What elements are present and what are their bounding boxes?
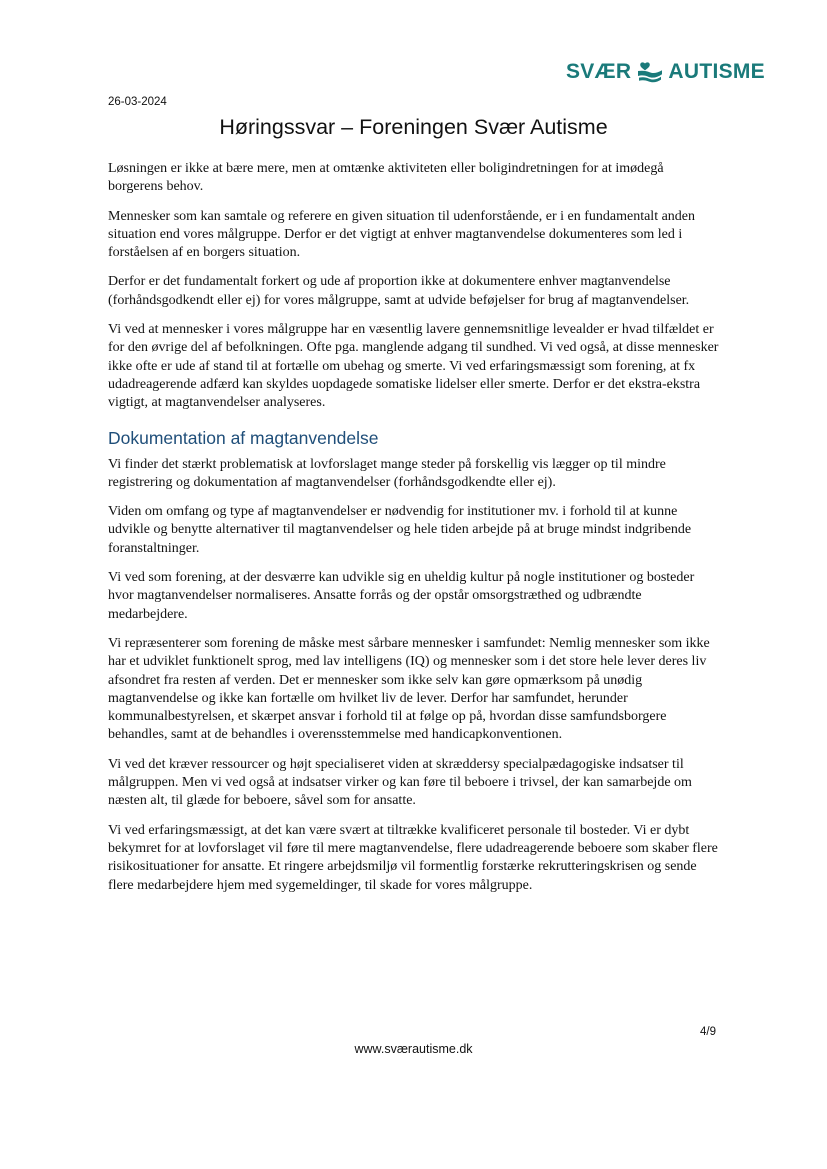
paragraph: Vi ved at mennesker i vores målgruppe har en væsentlig lavere gennemsnitlige levealder er hvad tilfældet er for den øvrige del af befolkningen. Ofte pga. manglende adgang til sundhed. Vi ved også, at disse mennesker ikke ofte er ude af stand til at fortælle om ubehag og smerte. Vi ved erfaringsmæssigt som forening, at fx udadreagerende adfærd kan skyldes uopdagede somatiske lidelser eller smerte. Derfor er det ekstra-ekstra vigtigt, at magtanvendelser analyseres. [108,322,719,411]
paragraph: Vi repræsenterer som forening de måske mest sårbare mennesker i samfundet: Nemlig mennesker som ikke har et udviklet funktionelt sprog, med lav intelligens (IQ) og mennesker som i det store hele lever deres liv afsondret fra resten af verden. Det er mennesker som ikke selv kan gøre opmærksom på unødig magtanvendelse og ikke kan fortælle om hvilket liv de lever. Derfor har samfundet, herunder kommunalbestyrelsen, et skærpet ansvar i forhold til at følge op på, hvordan disse samfundsborgere behandles, samt at de behandles i overensstemmelse med handicapkonventionen. [108,635,710,743]
paragraph: Løsningen er ikke at bære mere, men at omtænke aktiviteten eller boligindretningen for at imødegå borgerens behov. [108,161,664,195]
paragraph: Vi ved erfaringsmæssigt, at det kan være svært at tiltrække kvalificeret personale til bosteder. Vi er dybt bekymret for at lovforslaget vil føre til mere magtanvendelse, flere udadreagerende beboere som skaber flere risikosituationer for ansatte. Et ringere arbejdsmiljø vil formentlig forstærke rekrutteringskrisen og sende flere medarbejdere hjem med sygemeldinger, til skade for vores målgruppe. [108,822,718,893]
footer-url: www.sværautisme.dk [354,1042,473,1056]
paragraph: Vi ved det kræver ressourcer og højt specialiseret viden at skræddersy specialpædagogiske indsatser til målgruppen. Men vi ved også at indsatser virker og kan føre til beboere i trivsel, der kan samarbejde om næsten alt, til glæde for beboere, såvel som for ansatte. [108,756,692,809]
section-heading: Dokumentation af magtanvendelse [108,427,379,448]
page-title: Høringssvar – Foreningen Svær Autisme [219,115,608,139]
page-number: 4/9 [700,1026,716,1038]
logo-text-left: SVÆR [566,60,632,83]
paragraph: Derfor er det fundamentalt forkert og ude af proportion ikke at dokumentere enhver magtanvendelse (forhåndsgodkendt eller ej) for vores målgruppe, samt at udvide beføjelser for brug af magtanvendelser. [108,274,690,308]
logo-text-right: AUTISME [668,60,765,83]
paragraph: Viden om omfang og type af magtanvendelser er nødvendig for institutioner mv. i forhold til at kunne udvikle og benytte alternativer til magtanvendelser og hele tiden arbejde på at bruge mindst indgribende foranstaltninger. [108,504,692,556]
hands-heart-icon [636,61,664,83]
paragraph: Vi finder det stærkt problematisk at lovforslaget mange steder på forskellig vis lægger op til mindre registrering og dokumentation af magtanvendelser (forhåndsgodkendte eller ej). [108,456,666,490]
document-body [108,160,720,906]
paragraph: Vi ved som forening, at der desværre kan udvikle sig en uheldig kultur på nogle institutioner og bosteder hvor magtanvendelser normaliseres. Ansatte forrås og der opstår omsorgstræthed og udbrændte medarbejdere. [108,570,695,622]
document-date: 26-03-2024 [108,96,167,108]
paragraph: Mennesker som kan samtale og referere en given situation til udenforstående, er i en fundamentalt anden situation end vores målgruppe. Derfor er det vigtigt at enhver magtanvendelse dokumenteres som led i forståelsen af en borgers situation. [108,208,696,261]
organization-logo [566,60,765,84]
